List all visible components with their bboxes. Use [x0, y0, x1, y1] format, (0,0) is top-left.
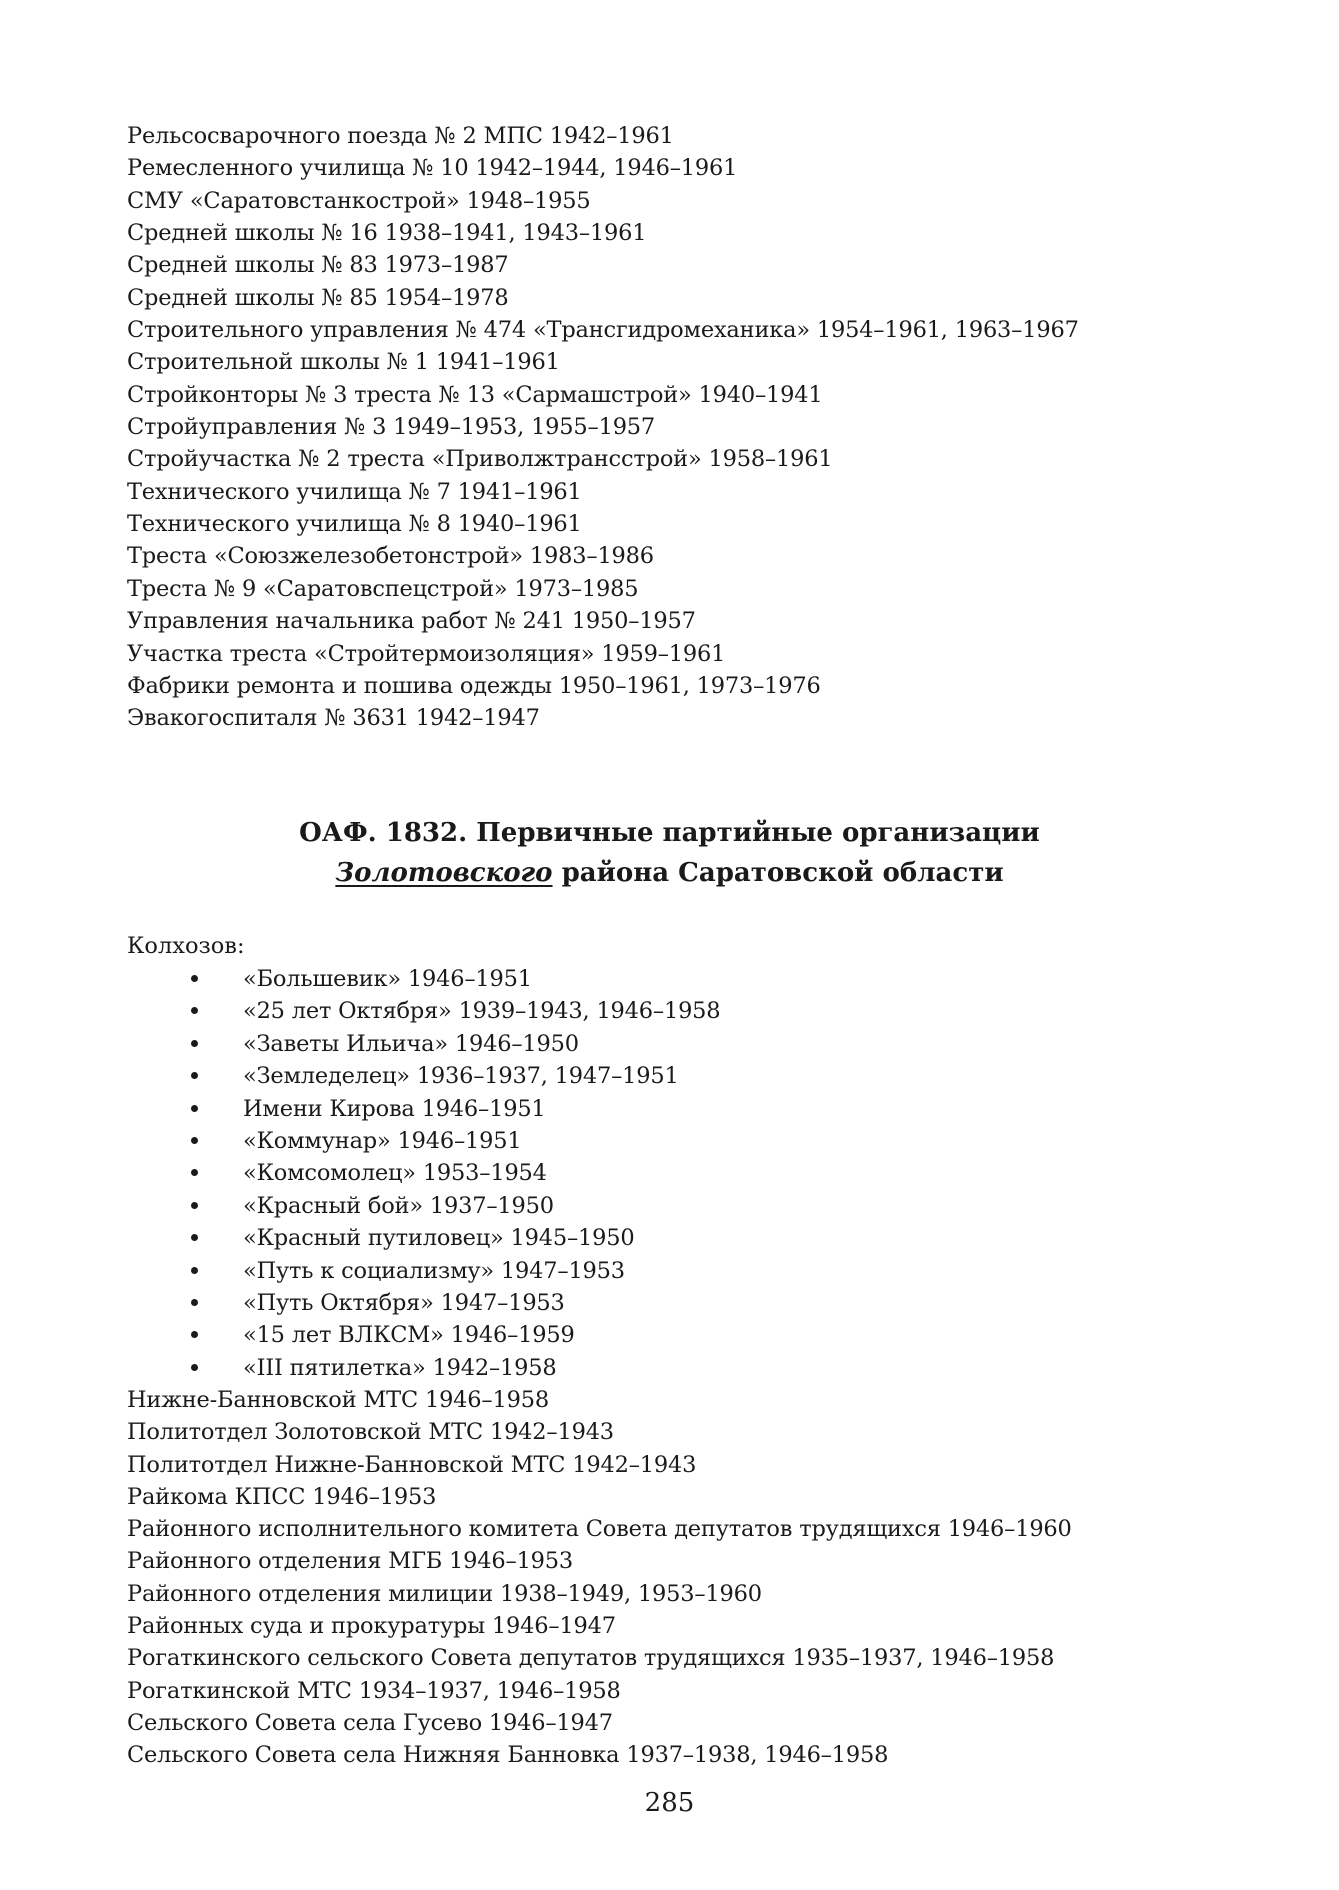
bullet-item — [0, 1093, 1339, 1125]
entry-text: Управления начальника работ № 241 1950–1957 — [127, 608, 696, 635]
entry-text: Средней школы № 83 1973–1987 — [127, 252, 509, 279]
page-number: 285 — [644, 1788, 695, 1818]
entry-text: Районного исполнительного комитета Совета депутатов трудящихся 1946–1960 — [127, 1516, 1072, 1543]
bullet-item — [0, 1222, 1339, 1254]
bullet-text: «Большевик» 1946–1951 — [243, 966, 532, 992]
bullet-item — [0, 1255, 1339, 1287]
list-item — [0, 379, 1339, 411]
bullet-icon — [191, 1105, 198, 1112]
section-subheading — [0, 853, 1339, 893]
bullet-text: «25 лет Октября» 1939–1943, 1946–1958 — [243, 998, 721, 1025]
bullet-icon — [191, 975, 198, 982]
bullet-item — [0, 963, 1339, 995]
list-item — [0, 573, 1339, 605]
list-item — [0, 1384, 1339, 1416]
bullet-item — [0, 1319, 1339, 1351]
bullet-icon — [191, 1364, 198, 1371]
entry-text: Строительной школы № 1 1941–1961 — [127, 349, 560, 376]
bullet-icon — [191, 1202, 198, 1209]
list-item — [0, 1739, 1339, 1771]
entry-text: Политотдел Нижне-Банновской МТС 1942–1943 — [127, 1451, 697, 1478]
entry-text: Стройучастка № 2 треста «Приволжтрансстрой» 1958–1961 — [127, 446, 833, 473]
bullet-text: «Коммунар» 1946–1951 — [243, 1127, 522, 1154]
entry-text: Треста № 9 «Саратовспецстрой» 1973–1985 — [127, 575, 639, 602]
list-item — [0, 540, 1339, 572]
entry-text: Технического училища № 8 1940–1961 — [127, 511, 582, 538]
list-item — [0, 443, 1339, 475]
bullet-text: «Путь к социализму» 1947–1953 — [243, 1257, 625, 1284]
entry-text: Средней школы № 16 1938–1941, 1943–1961 — [127, 220, 647, 247]
list-item — [0, 1481, 1339, 1513]
bullet-item — [0, 1352, 1339, 1384]
section-heading: ОАФ. 1832. Первичные партийные организации — [299, 818, 1040, 848]
bullet-text: «Земледелец» 1936–1937, 1947–1951 — [243, 1063, 679, 1090]
kolkhoz-label: Колхозов: — [127, 933, 245, 959]
subheading-rest: района Саратовской области — [552, 858, 1004, 888]
top-entry-list — [0, 120, 1339, 735]
kolkhoz-bullet-list — [0, 963, 1339, 1384]
bottom-entry-list — [0, 1384, 1339, 1772]
bullet-item — [0, 1060, 1339, 1092]
bullet-text: Имени Кирова 1946–1951 — [243, 1095, 546, 1122]
bullet-text: «Красный бой» 1937–1950 — [243, 1192, 554, 1219]
list-item — [0, 702, 1339, 734]
entry-text: Ремесленного училища № 10 1942–1944, 1946–1961 — [127, 155, 738, 182]
list-item — [0, 1449, 1339, 1481]
list-item — [0, 605, 1339, 637]
bullet-item — [0, 995, 1339, 1027]
bullet-icon — [191, 1299, 198, 1306]
list-item — [0, 1707, 1339, 1739]
list-item — [0, 1416, 1339, 1448]
entry-text: Эвакогоспиталя № 3631 1942–1947 — [127, 705, 540, 732]
bullet-text: «III пятилетка» 1942–1958 — [243, 1354, 557, 1381]
bullet-item — [0, 1287, 1339, 1319]
list-item — [0, 1513, 1339, 1545]
bullet-text: «Путь Октября» 1947–1953 — [243, 1289, 565, 1316]
list-item — [0, 1610, 1339, 1642]
bullet-icon — [191, 1234, 198, 1241]
entry-text: Рогаткинской МТС 1934–1937, 1946–1958 — [127, 1677, 621, 1704]
bullet-item — [0, 1125, 1339, 1157]
list-item — [0, 508, 1339, 540]
list-item — [0, 1578, 1339, 1610]
bullet-icon — [191, 1267, 198, 1274]
bullet-item — [0, 1157, 1339, 1189]
bullet-text: «Комсомолец» 1953–1954 — [243, 1160, 547, 1187]
list-item — [0, 217, 1339, 249]
list-item — [0, 185, 1339, 217]
entry-text: Строительного управления № 474 «Трансгидромеханика» 1954–1961, 1963–1967 — [127, 317, 1079, 344]
bullet-text: «Заветы Ильича» 1946–1950 — [243, 1030, 579, 1057]
bullet-text: «15 лет ВЛКСМ» 1946–1959 — [243, 1322, 575, 1349]
entry-text: СМУ «Саратовстанкострой» 1948–1955 — [127, 187, 591, 214]
district-name: Золотовского — [335, 858, 553, 888]
entry-text: Участка треста «Стройтермоизоляция» 1959–1961 — [127, 640, 726, 667]
bullet-text: «Красный путиловец» 1945–1950 — [243, 1225, 635, 1252]
list-item — [0, 476, 1339, 508]
list-item — [0, 670, 1339, 702]
entry-text: Треста «Союзжелезобетонстрой» 1983–1986 — [127, 543, 654, 570]
entry-text: Политотдел Золотовской МТС 1942–1943 — [127, 1419, 614, 1446]
list-item — [0, 1675, 1339, 1707]
list-item — [0, 1642, 1339, 1674]
entry-text: Райкома КПСС 1946–1953 — [127, 1483, 437, 1510]
entry-text: Нижне-Банновской МТС 1946–1958 — [127, 1387, 549, 1413]
bullet-item — [0, 1190, 1339, 1222]
bullet-icon — [191, 1040, 198, 1047]
list-item — [0, 346, 1339, 378]
bullet-icon — [191, 1331, 198, 1338]
list-item — [0, 120, 1339, 152]
entry-text: Стройконторы № 3 треста № 13 «Сармашстрой» 1940–1941 — [127, 381, 823, 408]
bullet-icon — [191, 1169, 198, 1176]
list-item — [0, 638, 1339, 670]
bullet-icon — [191, 1007, 198, 1014]
entry-text: Районного отделения милиции 1938–1949, 1953–1960 — [127, 1580, 762, 1607]
bullet-icon — [191, 1137, 198, 1144]
list-item — [0, 314, 1339, 346]
entry-text: Рогаткинского сельского Совета депутатов трудящихся 1935–1937, 1946–1958 — [127, 1645, 1055, 1672]
list-item — [0, 249, 1339, 281]
entry-text: Фабрики ремонта и пошива одежды 1950–1961, 1973–1976 — [127, 672, 821, 699]
entry-text: Средней школы № 85 1954–1978 — [127, 284, 509, 311]
entry-text: Рельсосварочного поезда № 2 МПС 1942–1961 — [127, 123, 674, 149]
list-item — [0, 411, 1339, 443]
entry-text: Районных суда и прокуратуры 1946–1947 — [127, 1613, 616, 1640]
list-item — [0, 282, 1339, 314]
entry-text: Сельского Совета села Нижняя Банновка 1937–1938, 1946–1958 — [127, 1742, 889, 1769]
entry-text: Технического училища № 7 1941–1961 — [127, 478, 582, 505]
list-item — [0, 1545, 1339, 1577]
entry-text: Сельского Совета села Гусево 1946–1947 — [127, 1709, 613, 1736]
entry-text: Стройуправления № 3 1949–1953, 1955–1957 — [127, 414, 656, 441]
list-item — [0, 152, 1339, 184]
bullet-icon — [191, 1072, 198, 1079]
entry-text: Районного отделения МГБ 1946–1953 — [127, 1548, 574, 1575]
bullet-item — [0, 1028, 1339, 1060]
